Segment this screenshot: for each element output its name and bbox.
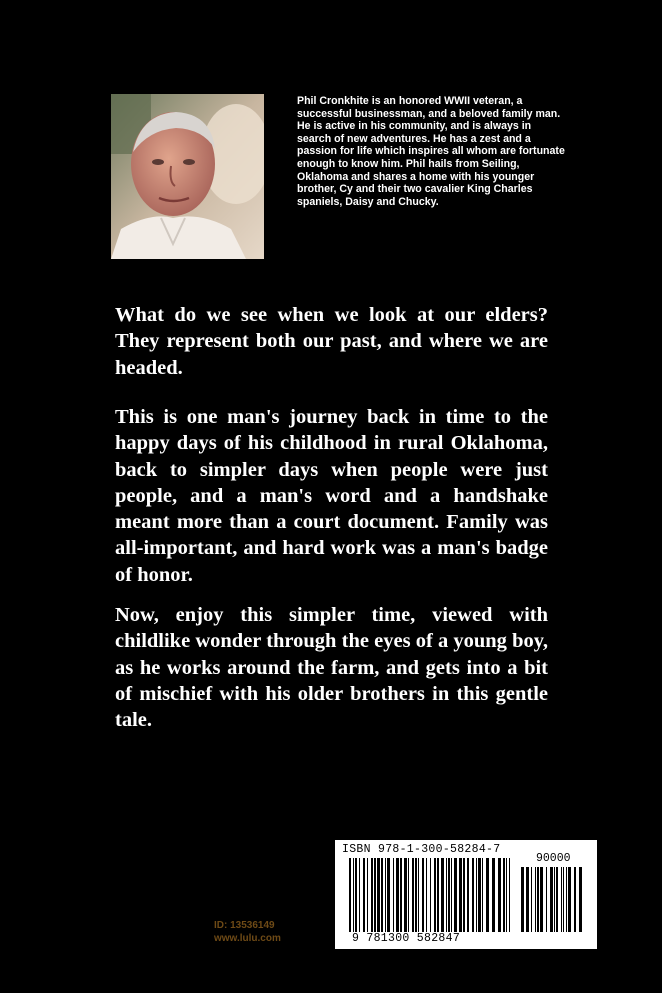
barcode-bar	[441, 858, 444, 932]
barcode-bar	[437, 858, 439, 932]
barcode-bar	[459, 858, 462, 932]
barcode-bar	[574, 867, 576, 932]
barcode-bar	[463, 858, 465, 932]
barcode-bar	[482, 858, 483, 932]
barcode-bar	[418, 858, 419, 932]
barcode-bar	[349, 858, 351, 932]
isbn-barcode	[335, 840, 597, 949]
barcode-bar	[377, 858, 380, 932]
barcode-bar	[422, 858, 424, 932]
barcode-bar	[367, 858, 368, 932]
barcode-bar	[446, 858, 447, 932]
barcode-addon-digits: 90000	[536, 852, 571, 865]
author-bio: Phil Cronkhite is an honored WWII veteran, a successful businessman, and a beloved family man. He is active in his community, and is always in search of new adventures. He has a zest and a passion for life which inspires all whom are fortunate enough to know him. Phil hails from Seiling, Oklahoma and shares a home with his younger brother, Cy and their two cavalier King Charles spaniels, Daisy and Chucky.	[297, 95, 565, 208]
barcode-bar	[400, 858, 402, 932]
barcode-bar	[396, 858, 399, 932]
barcode-bar	[506, 858, 507, 932]
barcode-bar	[472, 858, 474, 932]
publisher-url: www.lulu.com	[214, 933, 281, 944]
barcode-bar	[521, 867, 524, 932]
barcode-bar	[568, 867, 571, 932]
publisher-id: ID: 13536149	[214, 920, 275, 931]
barcode-bar	[353, 858, 354, 932]
isbn-label: ISBN 978-1-300-58284-7	[342, 843, 501, 856]
barcode-bar	[546, 867, 547, 932]
barcode-bar	[454, 858, 457, 932]
barcode-bar	[381, 858, 383, 932]
barcode-bar	[387, 858, 390, 932]
barcode-bar	[535, 867, 536, 932]
barcode-bar	[563, 867, 564, 932]
barcode-bar	[531, 867, 532, 932]
barcode-bar	[566, 867, 567, 932]
barcode-bar	[556, 867, 558, 932]
barcode-bar	[492, 858, 495, 932]
barcode-bar	[408, 858, 409, 932]
barcode-bar	[537, 867, 539, 932]
barcode-bar	[509, 858, 510, 932]
barcode-bar	[404, 858, 407, 932]
author-portrait-image	[111, 94, 264, 259]
author-photo	[111, 94, 264, 259]
barcode-bar	[554, 867, 555, 932]
barcode-bar	[393, 858, 394, 932]
barcode-bar	[415, 858, 417, 932]
barcode-bar	[430, 858, 431, 932]
barcode-bar	[476, 858, 477, 932]
barcode-bar	[426, 858, 427, 932]
barcode-bar	[385, 858, 386, 932]
barcode-bar	[434, 858, 436, 932]
barcode-bar	[561, 867, 562, 932]
barcode-bar	[412, 858, 414, 932]
barcode-bar	[540, 867, 543, 932]
barcode-bar	[467, 858, 469, 932]
barcode-bar	[359, 858, 360, 932]
barcode-bar	[363, 858, 365, 932]
barcode-ean-digits: 9 781300 582847	[352, 932, 461, 945]
barcode-bar	[374, 858, 376, 932]
barcode-bar	[451, 858, 452, 932]
barcode-bar	[448, 858, 450, 932]
barcode-bar	[526, 867, 529, 932]
barcode-bar	[478, 858, 481, 932]
barcode-bar	[579, 867, 582, 932]
publisher-info	[214, 919, 281, 945]
barcode-bar	[371, 858, 373, 932]
barcode-bar	[498, 858, 501, 932]
barcode-bar	[355, 858, 357, 932]
barcode-bar	[503, 858, 505, 932]
blurb-paragraph-3: Now, enjoy this simpler time, viewed with childlike wonder through the eyes of a young boy, as he works around the farm, and gets into a bit of mischief with his older brothers in this gentle tale.	[115, 604, 548, 732]
barcode-bar	[550, 867, 553, 932]
blurb-paragraph-2: This is one man's journey back in time to the happy days of his childhood in rural Oklahoma, back to simpler days when people were just people, and a man's word and a handshake meant more than a court document. Family was all-important, and hard work was a man's badge of honor.	[115, 406, 548, 586]
blurb-paragraph-1: What do we see when we look at our elders? They represent both our past, and where we are headed.	[115, 304, 548, 379]
barcode-bar	[486, 858, 489, 932]
